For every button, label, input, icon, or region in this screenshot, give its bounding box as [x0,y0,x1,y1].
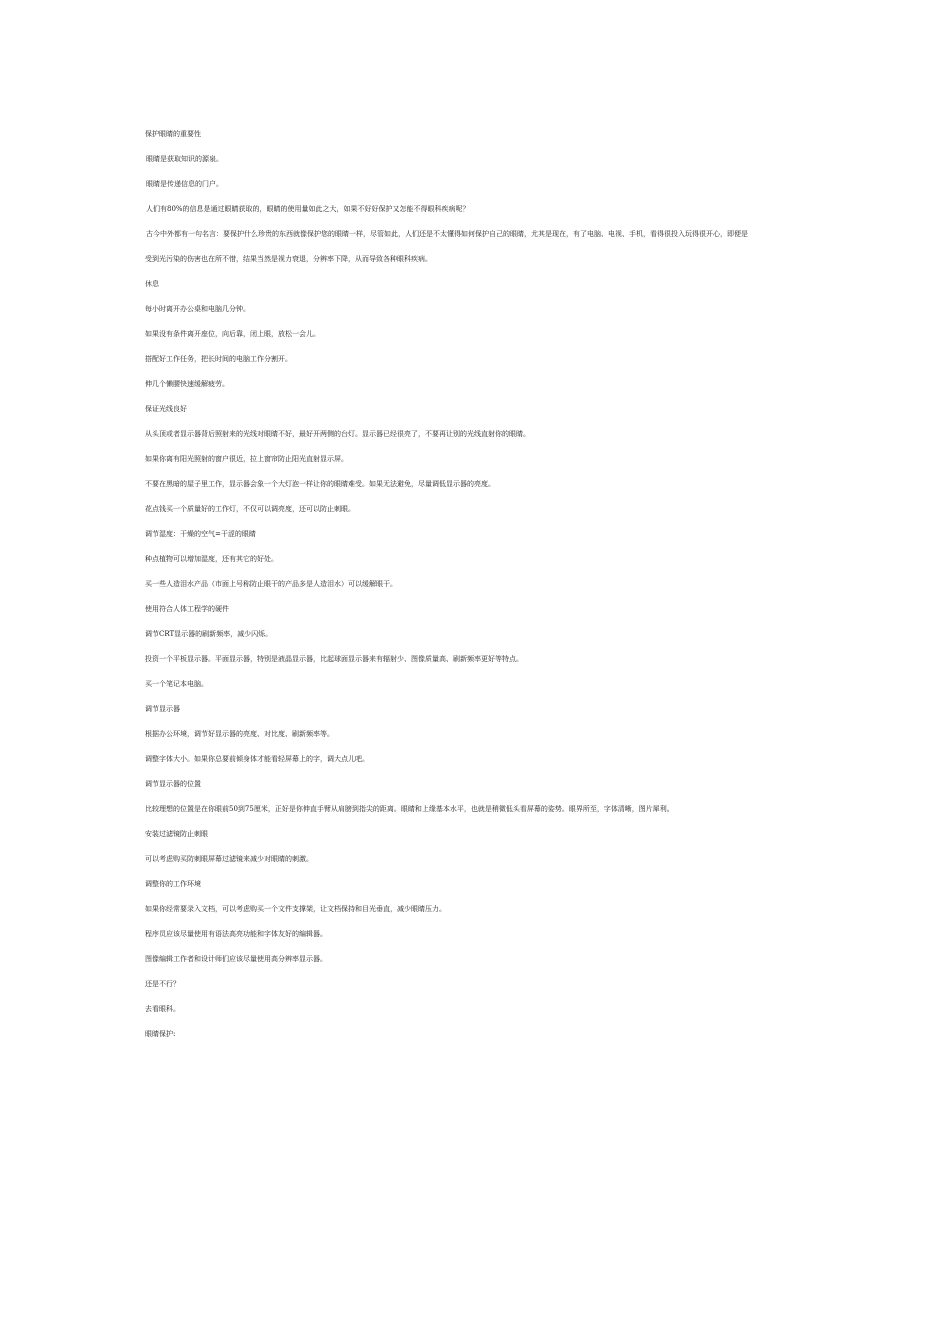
paragraph-line: 图像编辑工作者和设计师们应该尽量使用高分辨率显示器。 [145,955,327,963]
paragraph-line: 可以考虑购买防刺眼屏幕过滤镜来减少对眼睛的刺激。 [145,855,313,863]
paragraph-line: 眼睛是获取知识的源泉。 [146,155,223,163]
paragraph-line: 买一个笔记本电脑。 [145,680,208,688]
paragraph-line: 如果没有条件离开座位，向后靠，闭上眼，放松一会儿。 [145,330,320,338]
document-body [145,129,810,1054]
section-heading-monitor: 调节显示器 [145,705,180,713]
paragraph-line: 种点植物可以增加湿度，还有其它的好处。 [145,555,278,563]
paragraph-line: 古今中外都有一句名言：要保护什么珍贵的东西就像保护您的眼睛一样，尽管如此，人们还是不太懂得如何保护自己的眼睛，尤其是现在，有了电脑、电视、手机，看得很投入玩得很开心，即便是 [146,230,748,238]
paragraph-line: 眼睛是传递信息的门户。 [146,180,223,188]
paragraph-line: 花点钱买一个质量好的工作灯，不仅可以调亮度，还可以防止刺眼。 [145,505,355,513]
paragraph-line: 调节CRT显示器的刷新频率，减少闪烁。 [145,630,273,638]
paragraph-line: 如果你离有阳光照射的窗户很近，拉上窗帘防止阳光直射显示屏。 [145,455,348,463]
paragraph-line: 比较理想的位置是在你眼前50到75厘米，正好是你伸直手臂从肩膀到指尖的距离。眼睛和上缘基本水平，也就是稍微低头看屏幕的姿势。眼界所至，字体清晰，图片犀利。 [145,805,674,813]
paragraph-line: 伸几个懒腰快速缓解疲劳。 [145,380,229,388]
paragraph-line: 从头顶或者显示器背后照射来的光线对眼睛不好，最好开两侧的台灯。显示器已经很亮了，不要再让别的光线直射你的眼睛。 [145,430,530,438]
paragraph-line: 去看眼科。 [145,1005,180,1013]
paragraph-line: 搭配好工作任务，把长时间的电脑工作分割开。 [145,355,292,363]
section-heading-monitor-position: 调节显示器的位置 [145,780,201,788]
section-heading-filter: 安装过滤镜防止刺眼 [145,830,208,838]
paragraph-line: 受到光污染的伤害也在所不惜，结果当然是视力衰退，分辨率下降，从而导致各种眼科疾病。 [145,255,432,263]
section-heading-environment: 调整你的工作环境 [145,880,201,888]
paragraph-line: 不要在黑暗的屋子里工作，显示器会象一个大灯泡一样让你的眼睛难受。如果无法避免，尽量调低显示器的亮度。 [145,480,495,488]
paragraph-line: 调整字体大小。如果你总要前倾身体才能看轻屏幕上的字，调大点儿吧。 [145,755,369,763]
heading-importance: 保护眼睛的重要性 [145,130,201,138]
section-heading-humidity: 调节湿度：干燥的空气=干涩的眼睛 [145,530,256,538]
paragraph-line: 投资一个平板显示器。平面显示器，特别是液晶显示器，比起球面显示器来有辐射少、图像质量高、刷新频率更好等特点。 [145,655,523,663]
section-heading-ergonomics: 使用符合人体工程学的硬件 [145,605,229,613]
section-heading-eye-protection: 眼睛保护: [145,1030,176,1038]
paragraph-line: 如果你经常要录入文档，可以考虑购买一个文件支撑架，让文档保持和目光垂直，减少眼睛压力。 [145,905,446,913]
paragraph-line: 人们有80%的信息是通过眼睛获取的，眼睛的使用量如此之大，如果不好好保护又怎能不得眼科疾病呢？ [146,205,470,213]
section-heading-rest: 休息 [145,280,159,288]
paragraph-line: 每小时离开办公桌和电脑几分钟。 [145,305,250,313]
paragraph-line: 根据办公环境，调节好显示器的亮度、对比度、刷新频率等。 [145,730,334,738]
section-heading-still-not: 还是不行？ [145,980,180,988]
paragraph-line: 程序员应该尽量使用有语法高亮功能和字体友好的编辑器。 [145,930,327,938]
section-heading-lighting: 保证光线良好 [145,405,187,413]
paragraph-line: 买一些人造泪水产品（市面上号称防止眼干的产品多是人造泪水）可以缓解眼干。 [145,580,397,588]
